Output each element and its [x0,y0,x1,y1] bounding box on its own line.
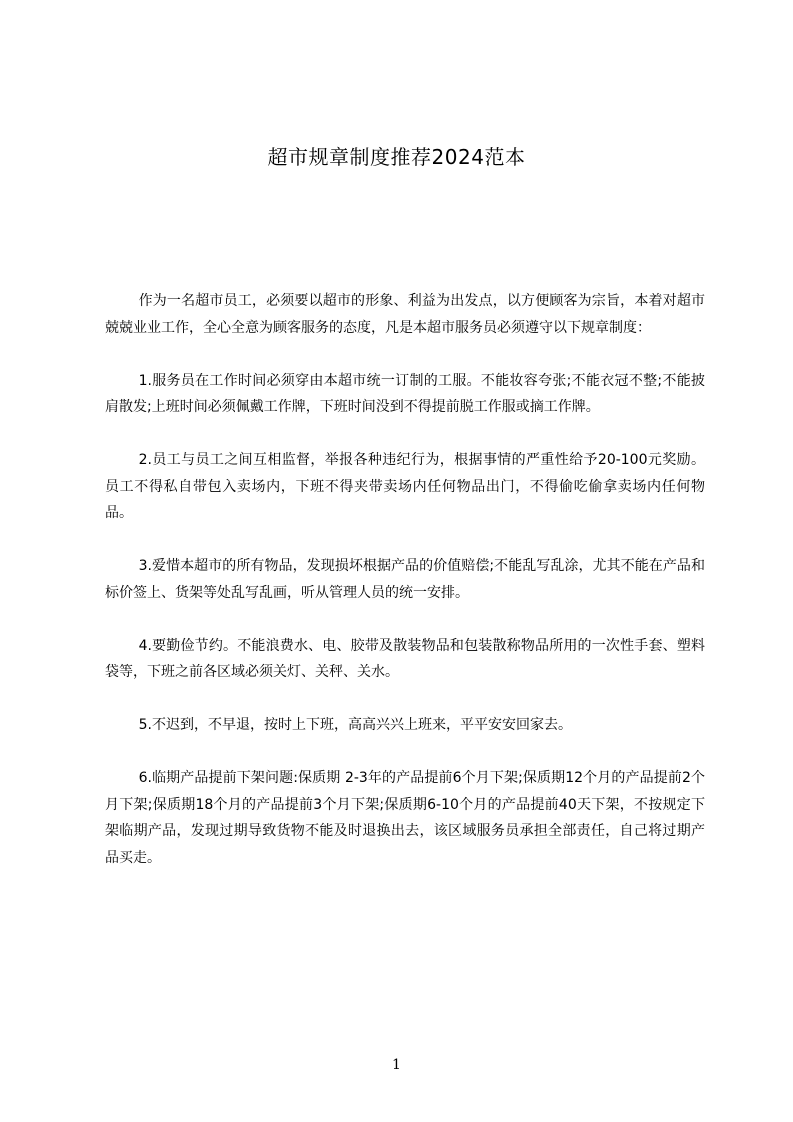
rule-2-paragraph: 2.员工与员工之间互相监督，举报各种违纪行为，根据事情的严重性给予20-100元奖励。员工不得私自带包入卖场内，下班不得夹带卖场内任何物品出门，不得偷吃偷拿卖场内任何物品。 [105,452,705,521]
intro-paragraph: 作为一名超市员工，必须要以超市的形象、利益为出发点，以方便顾客为宗旨，本着对超市兢兢业业工作，全心全意为顾客服务的态度，凡是本超市服务员必须遵守以下规章制度： [105,293,705,336]
rule-1-paragraph: 1.服务员在工作时间必须穿由本超市统一订制的工服。不能妆容夸张;不能衣冠不整;不能披肩散发;上班时间必须佩戴工作牌，下班时间没到不得提前脱工作服或摘工作牌。 [105,372,705,415]
rule-3-paragraph: 3.爱惜本超市的所有物品，发现损坏根据产品的价值赔偿;不能乱写乱涂，尤其不能在产品和标价签上、货架等处乱写乱画，听从管理人员的统一安排。 [105,558,705,601]
rule-6-paragraph: 6.临期产品提前下架问题:保质期 2-3年的产品提前6个月下架;保质期12个月的产品提前2个月下架;保质期18个月的产品提前3个月下架;保质期6-10个月的产品提前40天下架，不按规定下架临期产品，发现过期导致货物不能及时退换出去，该区域服务员承担全部责任，自己将过期产品买走。 [105,770,705,866]
document-title: 超市规章制度推荐2024范本 [267,145,526,169]
document-body [105,288,705,871]
page-number: 1 [392,1057,401,1073]
rule-5-paragraph: 5.不迟到，不早退，按时上下班，高高兴兴上班来，平平安安回家去。 [138,717,572,733]
rule-4-paragraph: 4.要勤俭节约。不能浪费水、电、胶带及散装物品和包装散称物品所用的一次性手套、塑料袋等，下班之前各区域必须关灯、关秤、关水。 [105,637,705,680]
